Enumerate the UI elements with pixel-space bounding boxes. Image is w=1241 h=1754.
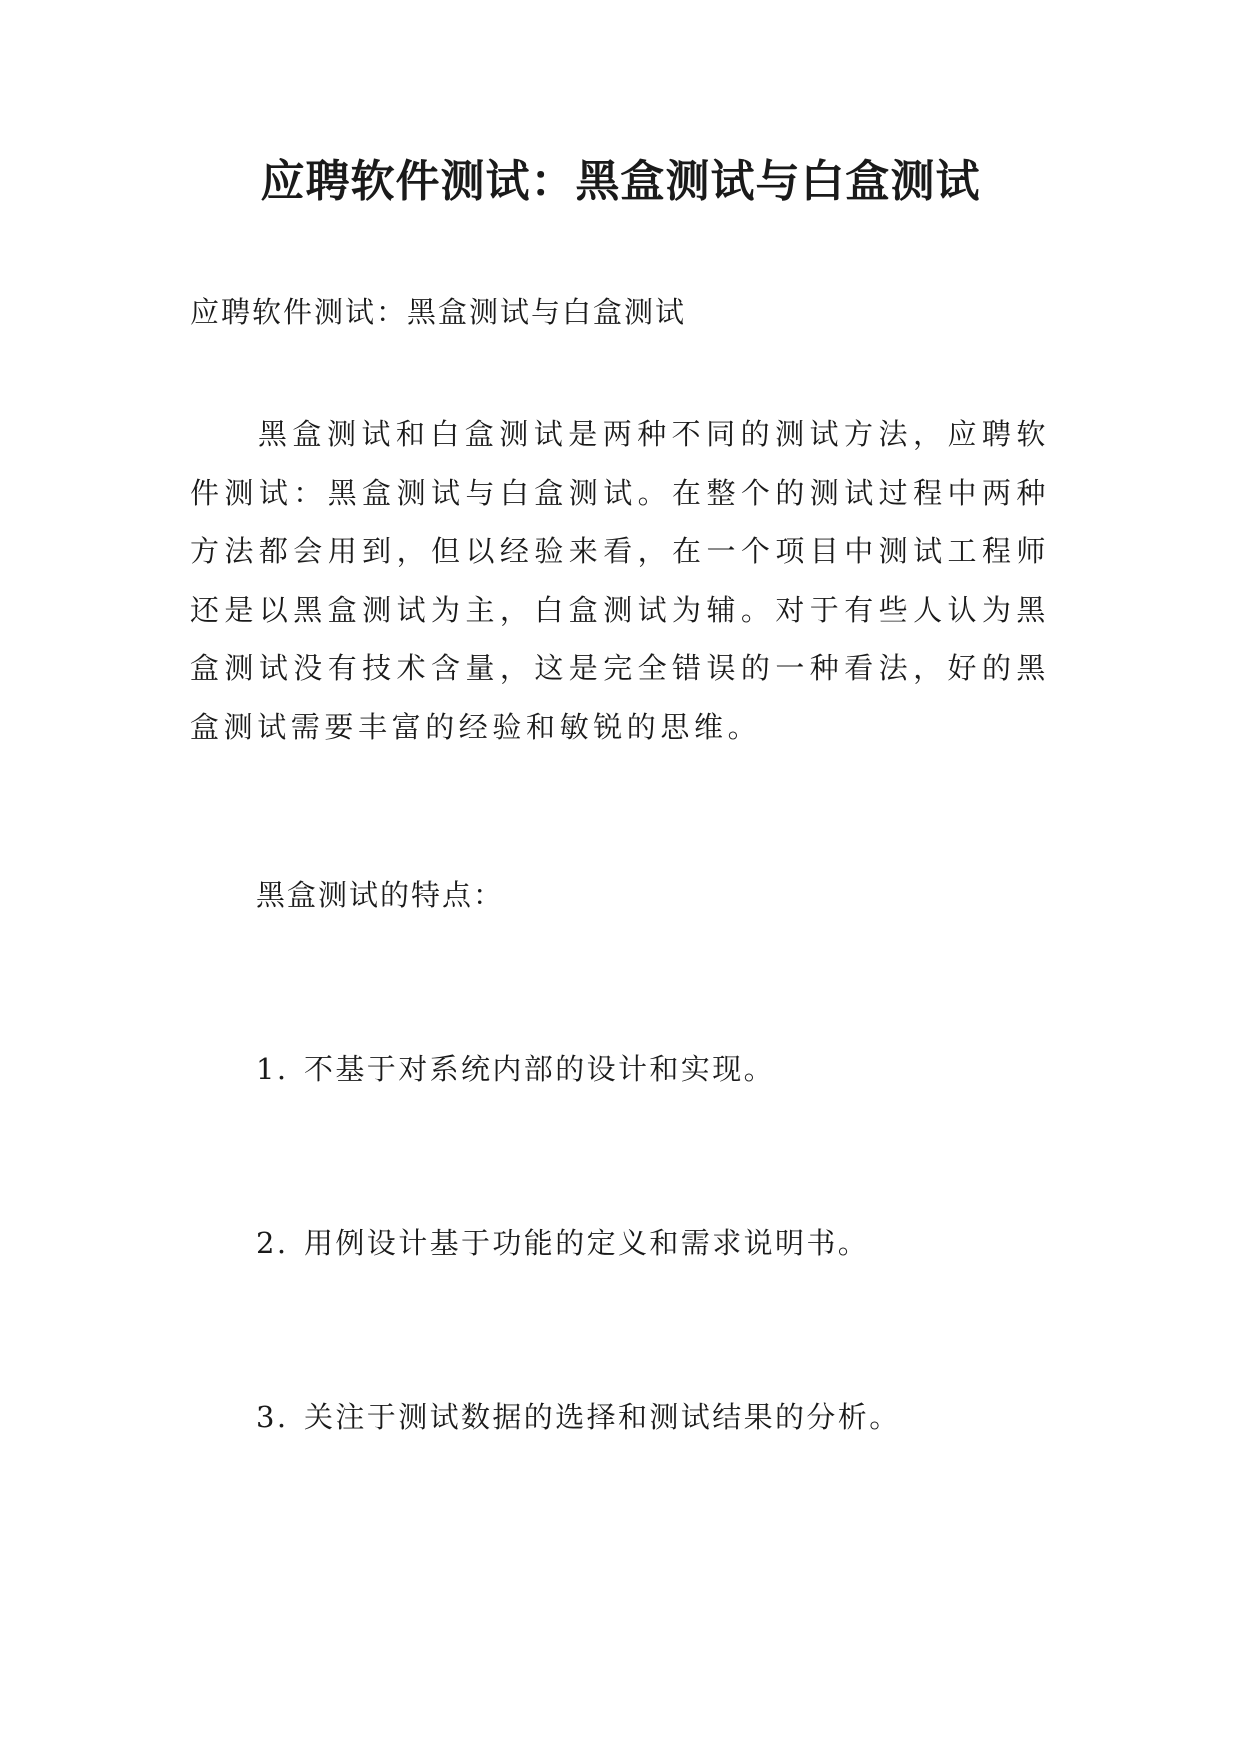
intro-paragraph: 黑盒测试和白盒测试是两种不同的测试方法，应聘软件测试：黑盒测试与白盒测试。在整个的测试过程中两种方法都会用到，但以经验来看，在一个项目中测试工程师还是以黑盒测试为主，白盒测试为辅。对于有些人认为黑盒测试没有技术含量，这是完全错误的一种看法，好的黑盒测试需要丰富的经验和敏锐的思维。 [190,417,1050,744]
list-item-number: 1. [256,1052,289,1086]
list-item-text: 用例设计基于功能的定义和需求说明书。 [304,1226,870,1260]
list-item [256,1221,869,1265]
section-heading: 黑盒测试的特点： [256,878,505,912]
list-item [256,1395,901,1439]
list-item-text: 不基于对系统内部的设计和实现。 [304,1052,776,1086]
list-item [256,1047,775,1091]
list-item-text: 关注于测试数据的选择和测试结果的分析。 [304,1400,901,1434]
list-item-number: 3. [256,1400,289,1434]
document-subtitle: 应聘软件测试：黑盒测试与白盒测试 [190,295,687,329]
list-item-number: 2. [256,1226,289,1260]
document-title: 应聘软件测试：黑盒测试与白盒测试 [260,156,981,207]
